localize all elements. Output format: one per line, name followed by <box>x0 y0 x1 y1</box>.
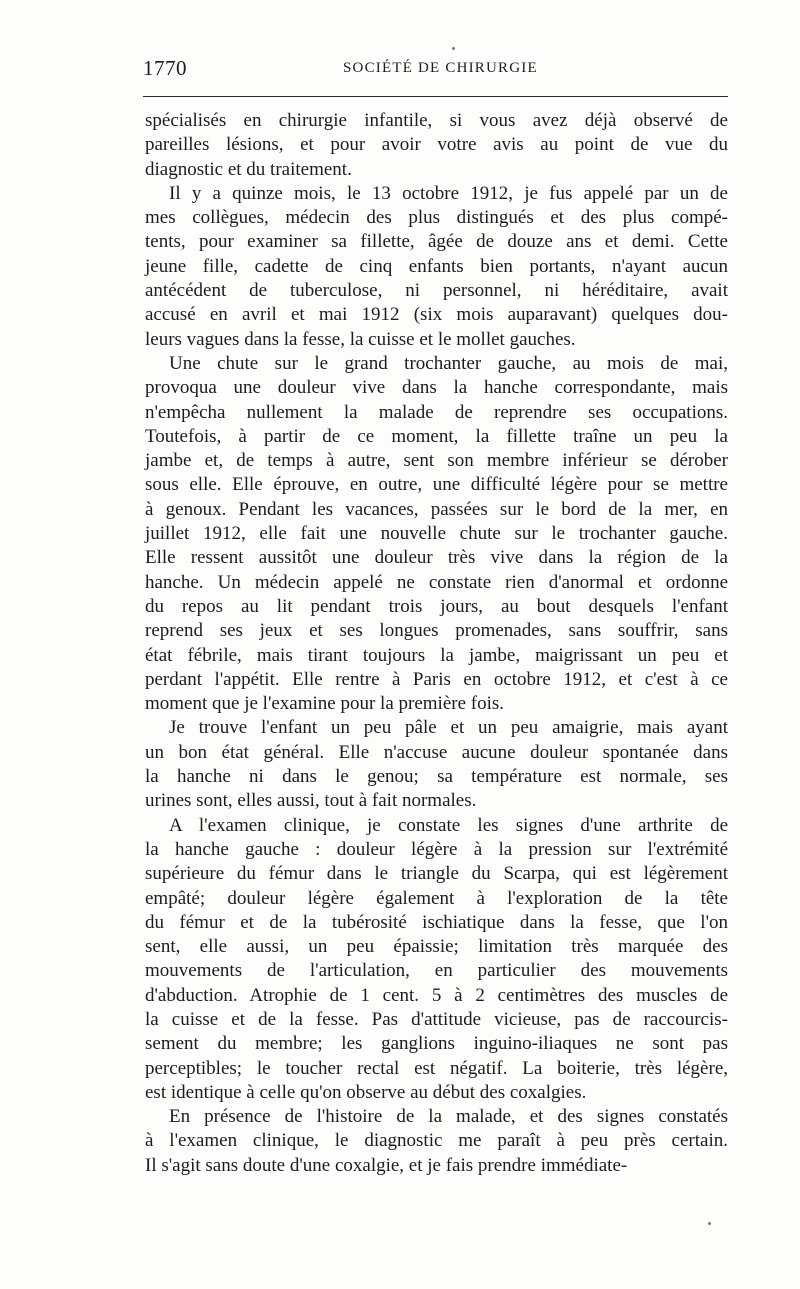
print-speck <box>452 47 455 50</box>
text-line: sent, elle aussi, un peu épaissie; limitation très marquée des <box>145 936 728 958</box>
text-line: provoqua une douleur vive dans la hanche correspondante, mais <box>145 377 728 399</box>
text-line: un bon état général. Elle n'accuse aucune douleur spontanée dans <box>145 741 728 763</box>
text-line: Toutefois, à partir de ce moment, la fillette traîne un peu la <box>145 425 728 447</box>
paragraph <box>145 1105 728 1178</box>
text-line: A l'examen clinique, je constate les signes d'une arthrite de <box>169 814 728 836</box>
page-header <box>143 56 728 86</box>
text-line: sous elle. Elle éprouve, en outre, une difficulté légère pour se mettre <box>145 474 728 496</box>
text-line: mouvements de l'articulation, en particulier des mouvements <box>145 960 728 982</box>
text-line: moment que je l'examine pour la première fois. <box>145 693 505 715</box>
paragraph <box>145 352 728 716</box>
text-line: perdant l'appétit. Elle rentre à Paris en octobre 1912, et c'est à ce <box>145 668 728 690</box>
text-line: à l'examen clinique, le diagnostic me paraît à peu près certain. <box>145 1130 728 1152</box>
text-line: la hanche gauche : douleur légère à la pression sur l'extrémité <box>145 838 728 860</box>
text-line: diagnostic et du traitement. <box>145 158 352 180</box>
paragraph <box>145 814 728 1106</box>
text-line: la cuisse et de la fesse. Pas d'attitude vicieuse, pas de raccourcis- <box>145 1008 728 1030</box>
text-line: du repos au lit pendant trois jours, au bout desquels l'enfant <box>145 595 728 617</box>
text-line: reprend ses jeux et ses longues promenades, sans souffrir, sans <box>145 620 728 642</box>
text-line: juillet 1912, elle fait une nouvelle chute sur le trochanter gauche. <box>145 523 728 545</box>
text-line: pareilles lésions, et pour avoir votre avis au point de vue du <box>145 134 728 156</box>
text-line: du fémur et de la tubérosité ischiatique dans la fesse, que l'on <box>145 911 728 933</box>
text-line: n'empêcha nullement la malade de reprendre ses occupations. <box>145 401 728 423</box>
running-title: SOCIÉTÉ DE CHIRURGIE <box>343 60 538 76</box>
text-line: accusé en avril et mai 1912 (six mois auparavant) quelques dou- <box>145 304 728 326</box>
body-text <box>145 109 728 1178</box>
text-line: jambe et, de temps à autre, sent son membre inférieur se dérober <box>145 450 728 472</box>
paragraph <box>145 182 728 352</box>
text-line: En présence de l'histoire de la malade, et des signes constatés <box>169 1106 728 1128</box>
text-line: antécédent de tuberculose, ni personnel, ni héréditaire, avait <box>145 280 728 302</box>
print-speck <box>708 1222 711 1225</box>
text-line: état fébrile, mais tirant toujours la jambe, maigrissant un peu et <box>145 644 728 666</box>
text-line: hanche. Un médecin appelé ne constate rien d'anormal et ordonne <box>145 571 728 593</box>
text-line: Il s'agit sans doute d'une coxalgie, et je fais prendre immédiate- <box>145 1154 628 1176</box>
text-line: Une chute sur le grand trochanter gauche, au mois de mai, <box>169 352 728 374</box>
text-line: Elle ressent aussitôt une douleur très vive dans la région de la <box>145 547 728 569</box>
text-line: supérieure du fémur dans le triangle du Scarpa, qui est légèrement <box>145 863 728 885</box>
page-number: 1770 <box>143 56 187 80</box>
text-line: est identique à celle qu'on observe au début des coxalgies. <box>145 1081 587 1103</box>
text-line: à genoux. Pendant les vacances, passées sur le bord de la mer, en <box>145 498 728 520</box>
text-line: Je trouve l'enfant un peu pâle et un peu amaigrie, mais ayant <box>169 717 728 739</box>
text-line: empâté; douleur légère également à l'exploration de la tête <box>145 887 728 909</box>
header-rule <box>143 96 728 97</box>
text-line: d'abduction. Atrophie de 1 cent. 5 à 2 centimètres des muscles de <box>145 984 728 1006</box>
text-line: tents, pour examiner sa fillette, âgée de douze ans et demi. Cette <box>145 231 728 253</box>
text-line: Il y a quinze mois, le 13 octobre 1912, je fus appelé par un de <box>169 182 728 204</box>
text-line: leurs vagues dans la fesse, la cuisse et le mollet gauches. <box>145 328 576 350</box>
text-line: jeune fille, cadette de cinq enfants bien portants, n'ayant aucun <box>145 255 728 277</box>
text-line: urines sont, elles aussi, tout à fait normales. <box>145 790 477 812</box>
paragraph <box>145 109 728 182</box>
text-line: la hanche ni dans le genou; sa température est normale, ses <box>145 766 728 788</box>
paragraph <box>145 716 728 813</box>
text-line: perceptibles; le toucher rectal est négatif. La boiterie, très légère, <box>145 1057 728 1079</box>
text-line: mes collègues, médecin des plus distingués et des plus compé- <box>145 207 728 229</box>
text-line: sement du membre; les ganglions inguino-iliaques ne sont pas <box>145 1033 728 1055</box>
text-line: spécialisés en chirurgie infantile, si vous avez déjà observé de <box>145 110 728 131</box>
